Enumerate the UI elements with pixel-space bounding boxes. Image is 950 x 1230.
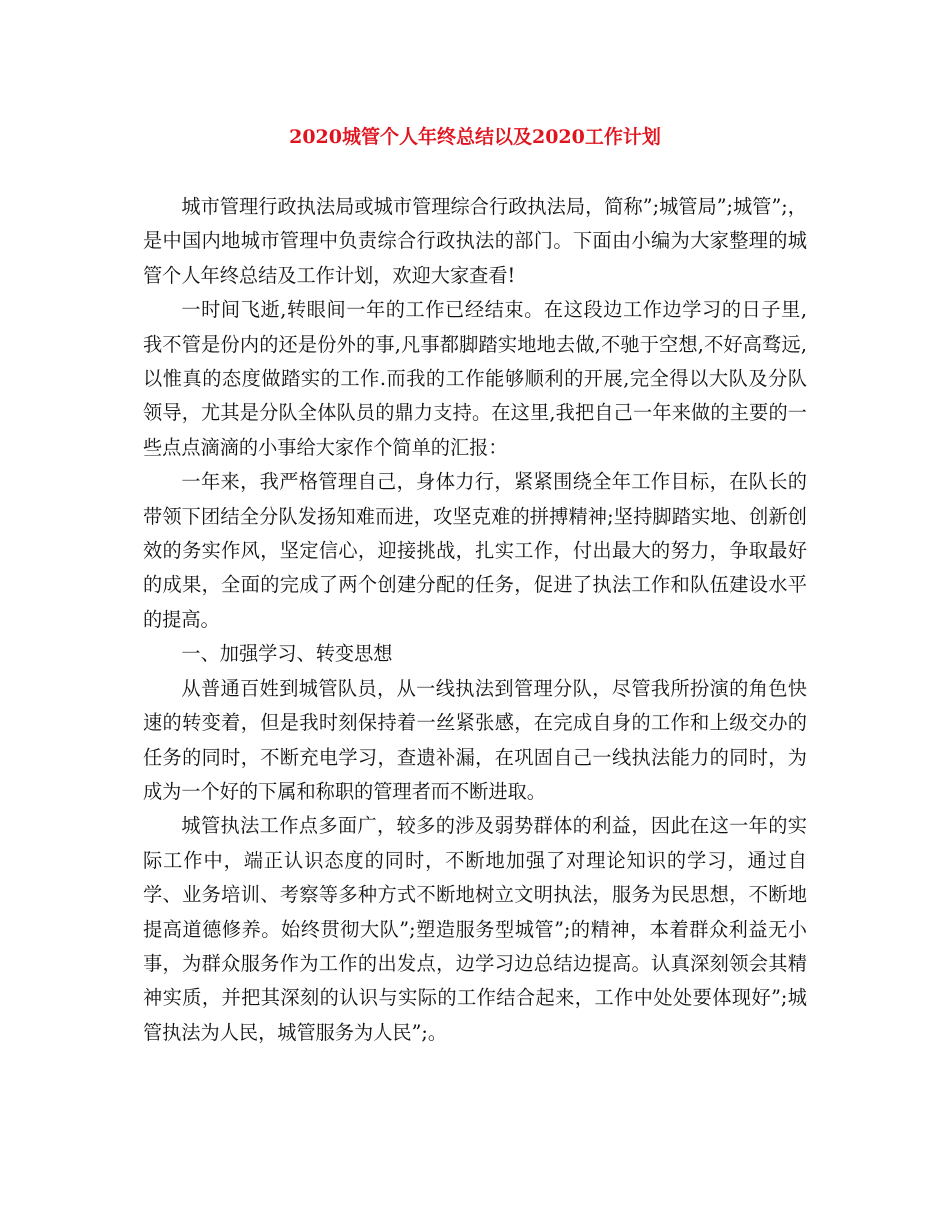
paragraph-summary: 一年来，我严格管理自己，身体力行，紧紧围绕全年工作目标，在队长的带领下团结全分队发扬知难而进，攻坚克难的拼搏精神;坚持脚踏实地、创新创效的务实作风，坚定信心，迎接挑战，扎实工作，付出最大的努力，争取最好的成果，全面的完成了两个创建分配的任务，促进了执法工作和队伍建设水平的提高。 <box>143 470 807 631</box>
document-body <box>143 190 807 1050</box>
paragraph-learning-2: 城管执法工作点多面广，较多的涉及弱势群体的利益，因此在这一年的实际工作中，端正认识态度的同时，不断地加强了对理论知识的学习，通过自学、业务培训、考察等多种方式不断地树立文明执法，服务为民思想，不断地提高道德修养。始终贯彻大队”;塑造服务型城管”;的精神，本着群众利益无小事，为群众服务作为工作的出发点，边学习边总结边提高。认真深刻领会其精神实质，并把其深刻的认识与实际的工作结合起来，工作中处处要体现好”;城管执法为人民，城管服务为人民”;。 <box>143 814 807 1044</box>
paragraph-opening: 一时间飞逝,转眼间一年的工作已经结束。在这段边工作边学习的日子里,我不管是份内的还是份外的事,凡事都脚踏实地地去做,不驰于空想,不好高骛远,以惟真的态度做踏实的工作.而我的工作能够顺利的开展,完全得以大队及分队领导，尤其是分队全体队员的鼎力支持。在这里,我把自己一年来做的主要的一些点点滴滴的小事给大家作个简单的汇报： <box>143 298 807 459</box>
document-title: 2020城管个人年终总结以及2020工作计划 <box>289 126 661 148</box>
paragraph-intro: 城市管理行政执法局或城市管理综合行政执法局，简称”;城管局”;城管”;，是中国内地城市管理中负责综合行政执法的部门。下面由小编为大家整理的城管个人年终总结及工作计划，欢迎大家查看! <box>143 195 807 287</box>
section-heading-1: 一、加强学习、转变思想 <box>181 642 393 666</box>
paragraph-learning-1: 从普通百姓到城管队员，从一线执法到管理分队，尽管我所扮演的角色快速的转变着，但是我时刻保持着一丝紧张感，在完成自身的工作和上级交办的任务的同时，不断充电学习，查遗补漏，在巩固自己一线执法能力的同时，为成为一个好的下属和称职的管理者而不断进取。 <box>143 676 807 803</box>
